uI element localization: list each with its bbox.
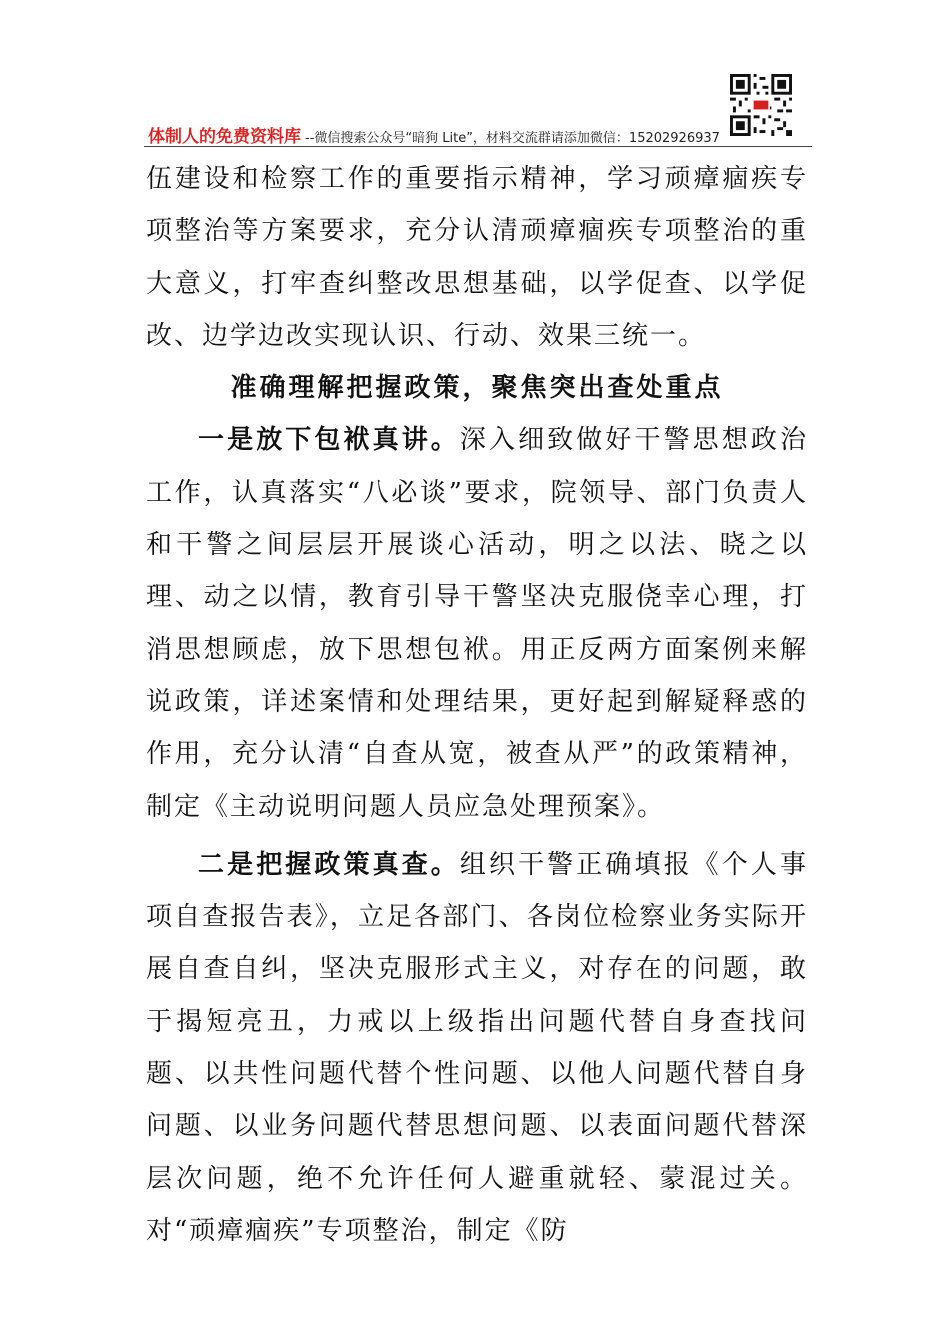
document-body xyxy=(146,153,808,1257)
paragraph-2-text: 组织干警正确填报《个人事项自查报告表》，立足各部门、各岗位检察业务实际开展自查自纠，坚决克服形式主义，对存在的问题，敢于揭短亮丑，力戒以上级指出问题代替自身查找问题、以共性问题代替个性问题、以他人问题代替自身问题、以业务问题代替思想问题、以表面问题代替深层次问题，绝不允许任何人避重就轻、蒙混过关。对“顽瘴痼疾”专项整治，制定《防 xyxy=(146,849,808,1246)
page-header xyxy=(148,122,808,147)
brand-title: 体制人的免费资料库 xyxy=(148,127,301,147)
paragraph-2-lead: 二是把握政策真查。 xyxy=(198,849,460,880)
header-note: --微信搜索公众号“暗狗 Lite”，材料交流群请添加微信：15202926937 xyxy=(305,131,720,146)
section-heading: 准确理解把握政策，聚焦突出查处重点 xyxy=(230,373,724,404)
header-divider xyxy=(144,146,812,147)
paragraph-continued: 伍建设和检察工作的重要指示精神，学习顽瘴痼疾专项整治等方案要求，充分认清顽瘴痼疾专项整治的重大意义，打牢查纠整改思想基础，以学促查、以学促改、边学边改实现认识、行动、效果三统一。 xyxy=(146,164,808,351)
paragraph-1 xyxy=(146,414,808,832)
paragraph-1-text: 深入细致做好干警思想政治工作，认真落实“八必谈”要求，院领导、部门负责人和干警之间层层开展谈心活动，明之以法、晓之以理、动之以情，教育引导干警坚决克服侥幸心理，打消思想顾虑，放下思想包袱。用正反两方面案例来解说政策，详述案情和处理结果，更好起到解疑释惑的作用，充分认清“自查从宽，被查从严”的政策精神，制定《主动说明问题人员应急处理预案》。 xyxy=(146,425,808,822)
paragraph-1-lead: 一是放下包袱真讲。 xyxy=(198,425,460,456)
paragraph-2 xyxy=(146,839,808,1257)
qr-code-icon xyxy=(730,74,792,136)
